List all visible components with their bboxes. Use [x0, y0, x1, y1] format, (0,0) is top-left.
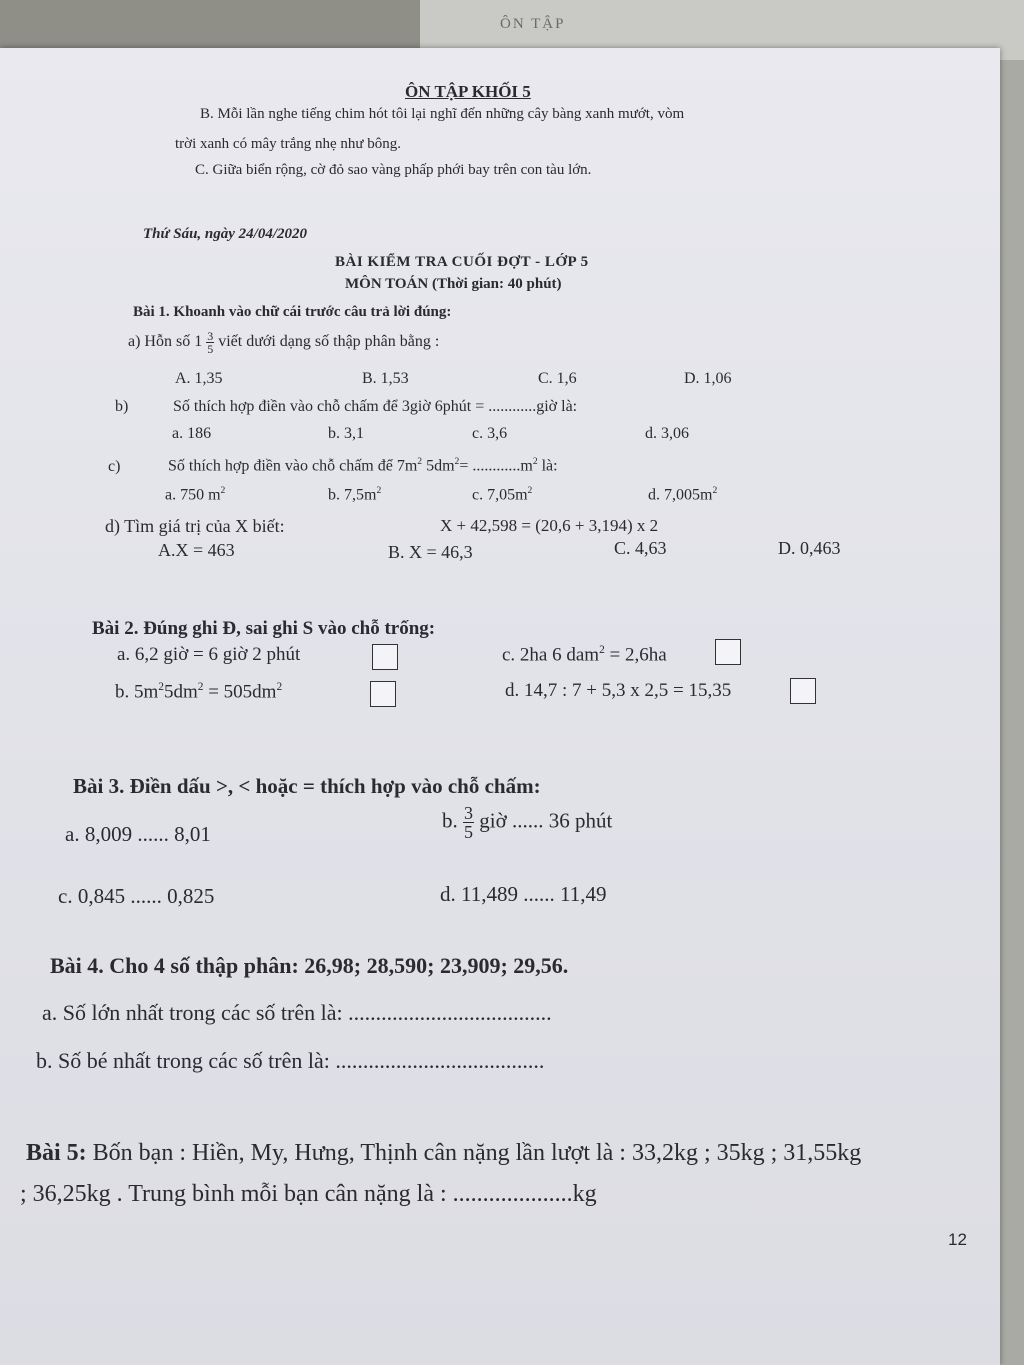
- option-c-line: C. Giữa biển rộng, cờ đỏ sao vàng phấp phới bay trên con tàu lớn.: [195, 162, 592, 178]
- text: = 505dm: [203, 681, 277, 703]
- bai1-b-question: Số thích hợp điền vào chỗ chấm để 3giờ 6phút = ............giờ là:: [173, 398, 578, 415]
- bai2-c-answer-box[interactable]: [715, 639, 741, 665]
- bai2-d: d. 14,7 : 7 + 5,3 x 2,5 = 15,35: [505, 680, 732, 701]
- bai1-heading: Bài 1. Khoanh vào chữ cái trước câu trả lời đúng:: [133, 304, 452, 320]
- page-heading: ÔN TẬP KHỐI 5: [405, 82, 531, 101]
- bai1-a-prefix: a) Hỗn số 1: [128, 333, 203, 351]
- superscript: 2: [712, 485, 718, 496]
- bai1-a-suffix: viết dưới dạng số thập phân bằng :: [218, 333, 440, 351]
- superscript: 2: [527, 485, 533, 496]
- text: c. 2ha 6 dam: [502, 644, 600, 666]
- bai1-a-option-c: C. 1,6: [538, 370, 577, 387]
- bai2-heading: Bài 2. Đúng ghi Đ, sai ghi S vào chỗ trống:: [92, 618, 436, 639]
- bai1-c-question: [168, 456, 558, 475]
- text: giờ ...... 36 phút: [479, 808, 613, 833]
- text: b.: [442, 808, 458, 833]
- bai1-d-option-d: D. 0,463: [778, 538, 841, 558]
- superscript: 2: [158, 681, 164, 693]
- bai1-d-option-c: C. 4,63: [614, 538, 667, 558]
- bai1-a-option-a: A. 1,35: [175, 370, 223, 387]
- bai1-c-label: c): [108, 458, 121, 475]
- text: = 2,6ha: [604, 644, 667, 666]
- text: b. 5m: [115, 681, 159, 703]
- superscript: 2: [532, 456, 538, 467]
- bai2-d-answer-box[interactable]: [790, 678, 816, 704]
- text: 5dm: [163, 681, 198, 703]
- fraction-denominator: 5: [464, 822, 473, 842]
- text: 5dm: [422, 457, 455, 475]
- test-title: BÀI KIỂM TRA CUỐI ĐỢT - LỚP 5: [335, 254, 589, 270]
- superscript: 2: [417, 456, 423, 467]
- bai1-d-question: d) Tìm giá trị của X biết:: [105, 516, 285, 536]
- subject-line: MÔN TOÁN (Thời gian: 40 phút): [345, 276, 562, 292]
- text: là:: [537, 457, 558, 475]
- superscript: 2: [197, 681, 204, 693]
- bai3-b-fraction: [463, 804, 474, 841]
- option-b-line: B. Mỗi lần nghe tiếng chim hót tôi lại nghĩ đến những cây bàng xanh mướt, vòm: [200, 106, 685, 122]
- bai1-c-option-c: [472, 485, 532, 504]
- bai2-a-answer-box[interactable]: [372, 644, 398, 670]
- bai2-b-answer-box[interactable]: [370, 681, 396, 707]
- bai3-heading: Bài 3. Điền dấu >, < hoặc = thích hợp vào chỗ chấm:: [73, 774, 541, 798]
- superscript: 2: [376, 485, 382, 496]
- back-sheet-title: ÔN TẬP: [500, 16, 566, 32]
- bai1-a-option-d: D. 1,06: [684, 370, 732, 387]
- text: b. 7,5m: [328, 486, 377, 504]
- superscript: 2: [276, 681, 283, 693]
- bai3-b: [442, 804, 612, 841]
- bai1-b-option-c: c. 3,6: [472, 425, 508, 442]
- bai1-a-fraction: [206, 330, 214, 355]
- text: d. 7,005m: [648, 486, 713, 504]
- bai1-d-option-b: B. X = 46,3: [388, 542, 473, 562]
- option-b-line-2: trời xanh có mây trắng nhẹ như bông.: [175, 136, 402, 152]
- bai1-b-option-a: a. 186: [172, 425, 212, 442]
- fraction-denominator: 5: [207, 342, 214, 356]
- bai5-label: Bài 5:: [26, 1140, 87, 1166]
- text: = ............m: [459, 457, 533, 475]
- bai1-d-option-a: A.X = 463: [158, 540, 235, 560]
- bai1-d-equation: X + 42,598 = (20,6 + 3,194) x 2: [440, 516, 659, 535]
- date-line: Thứ Sáu, ngày 24/04/2020: [143, 226, 308, 242]
- superscript: 2: [220, 485, 226, 496]
- page-number: 12: [948, 1230, 967, 1249]
- bai4-a: a. Số lớn nhất trong các số trên là: .....................................: [42, 1000, 552, 1025]
- bai1-c-option-d: [648, 485, 717, 504]
- bai1-b-option-b: b. 3,1: [328, 425, 364, 442]
- bai2-b: [115, 681, 282, 703]
- superscript: 2: [454, 456, 460, 467]
- superscript: 2: [599, 644, 605, 656]
- fraction-numerator: 3: [207, 329, 214, 343]
- bai1-b-label: b): [115, 398, 129, 415]
- bai4-heading: Bài 4. Cho 4 số thập phân: 26,98; 28,590; 23,909; 29,56.: [50, 953, 569, 978]
- text: Số thích hợp điền vào chỗ chấm để 7m: [168, 457, 418, 475]
- bai3-a: a. 8,009 ...... 8,01: [65, 822, 211, 846]
- bai1-c-option-b: [328, 485, 381, 504]
- bai1-b-option-d: d. 3,06: [645, 425, 689, 442]
- text: c. 7,05m: [472, 486, 528, 504]
- worksheet-page: [0, 48, 1000, 1365]
- page-edge-shadow: [1000, 60, 1024, 1365]
- bai2-a: a. 6,2 giờ = 6 giờ 2 phút: [117, 644, 301, 665]
- bai1-a-question: [128, 330, 439, 355]
- bai3-c: c. 0,845 ...... 0,825: [58, 884, 215, 908]
- bai5-line-1: [26, 1140, 861, 1167]
- text: Bốn bạn : Hiền, My, Hưng, Thịnh cân nặng lần lượt là : 33,2kg ; 35kg ; 31,55kg: [86, 1140, 862, 1166]
- bai1-a-option-b: B. 1,53: [362, 370, 409, 387]
- bai3-d: d. 11,489 ...... 11,49: [440, 882, 607, 906]
- fraction-numerator: 3: [464, 803, 473, 823]
- bai5-line-2: ; 36,25kg . Trung bình mỗi bạn cân nặng là : ....................kg: [20, 1181, 597, 1207]
- bai2-c: [502, 644, 667, 666]
- bai4-b: b. Số bé nhất trong các số trên là: ......................................: [36, 1048, 545, 1073]
- bai1-c-option-a: [165, 485, 225, 504]
- text: a. 750 m: [165, 486, 221, 504]
